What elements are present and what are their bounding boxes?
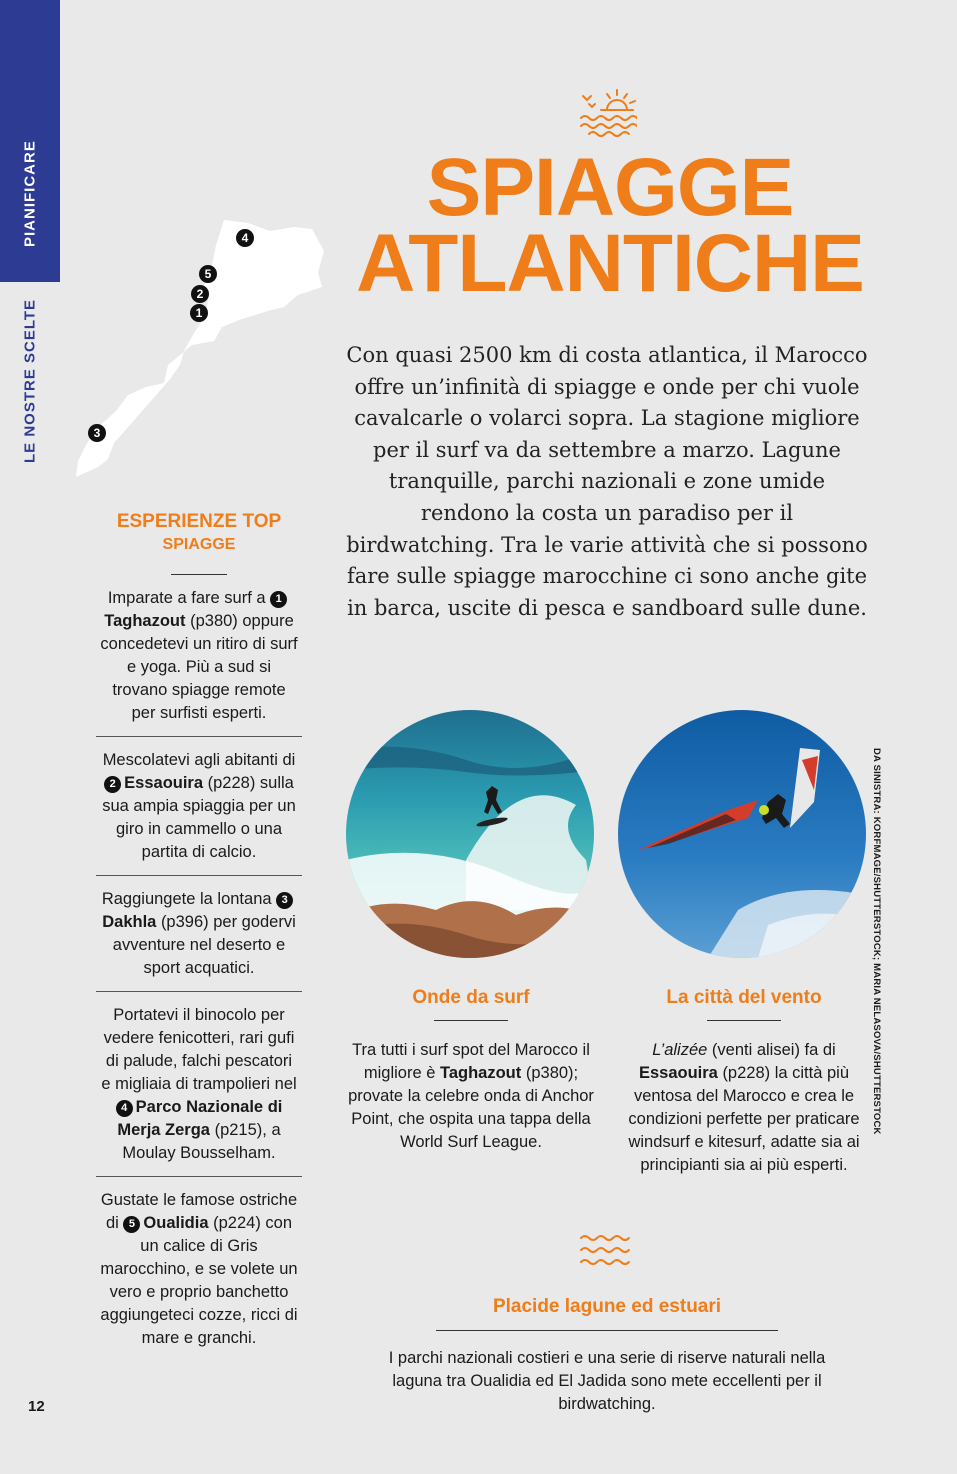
map-marker-3: 3 [88,424,106,442]
number-badge: 1 [270,591,287,608]
lagoon-title: Placide lagune ed estuari [492,1296,722,1317]
sidebar-item-essaouira: Mescolatevi agli abitanti di 2 Essaouira (p228) sulla sua ampia spiaggia per un giro in cammello o una partita di calcio. [96,749,302,876]
place-name: Taghazout [104,612,186,630]
place-name: Essaouira [638,1064,718,1082]
waves-icon [577,1232,639,1274]
map-marker-2: 2 [191,285,209,303]
place-name: Essaouira [124,774,204,792]
sidebar-item-taghazout: Imparate a fare surf a 1Taghazout (p380) oppure concedetevi un ritiro di surf e yoga. Più a sud si trovano spiagge remote per surfisti esperti. [96,587,302,737]
number-badge: 4 [116,1100,133,1117]
subsection-tab [0,282,60,482]
map-marker-5: 5 [199,265,217,283]
number-badge: 2 [104,776,121,793]
surf-divider [434,1020,508,1021]
number-badge: 5 [123,1216,140,1233]
subsection-tab-label: LE NOSTRE SCELTE [21,298,39,463]
place-name: Oualidia [143,1214,209,1232]
windsurf-photo [618,710,866,958]
sun-waves-icon [575,88,637,144]
sidebar-subtitle: SPIAGGE [162,536,236,553]
page-title: SPIAGGE ATLANTICHE [356,142,864,309]
surf-title: Onde da surf [412,987,530,1008]
wind-section [616,986,872,1177]
wind-divider [707,1020,781,1021]
wind-title: La città del vento [666,987,822,1008]
number-badge: 3 [276,892,293,909]
map-marker-4: 4 [236,229,254,247]
top-experiences-sidebar [96,510,302,1373]
place-name: Dakhla [102,913,157,931]
lagoon-section [370,1294,844,1416]
place-name: Taghazout [439,1064,522,1082]
morocco-map [72,215,332,480]
surf-photo [346,710,594,958]
photo-credit: DA SINISTRA: KORFMAGE/SHUTTERSTOCK; MARIA NELASOVA/SHUTTERSTOCK [871,748,882,1135]
sidebar-title: ESPERIENZE TOP [116,511,282,532]
lagoon-text: I parchi nazionali costieri e una serie di riserve naturali nella laguna tra Oualidia ed El Jadida sono mete eccellenti per il birdwatching. [388,1349,826,1413]
section-tab [0,0,60,282]
wind-text: L’alizée (venti alisei) fa di Essaouira (p228) la città più ventosa del Marocco e crea le condizioni perfette per praticare windsurf e kitesurf, adatte sia ai principianti sia ai più esperti. [628,1041,860,1174]
page-number: 12 [28,1398,45,1415]
morocco-map-shape [72,215,332,480]
lagoon-divider [436,1330,778,1331]
sidebar-item-merja-zerga: Portatevi il binocolo per vedere fenicotteri, rari gufi di palude, falchi pescatori e migliaia di trampolieri nel 4 Parco Nazionale di Merja Zerga (p215), a Moulay Bousselham. [96,1004,302,1177]
map-marker-1: 1 [190,304,208,322]
place-name: Parco Nazionale di Merja Zerga [117,1098,283,1139]
intro-paragraph: Con quasi 2500 km di costa atlantica, il Marocco offre un’infinità di spiagge e onde per chi vuole cavalcarle o volarci sopra. La stagione migliore per il surf va da settembre a marzo. Lagune tranquille, parchi nazionali e zone umide rendono la costa un paradiso per il birdwatching. Tra le varie attività che si possono fare sulle spiagge marocchine ci sono anche gite in barca, uscite di pesca e sandboard sulle dune. [346,343,868,620]
sidebar-divider [171,574,227,575]
section-tab-label: PIANIFICARE [21,140,39,247]
sidebar-item-oualidia: Gustate le famose ostriche di 5 Oualidia (p224) con un calice di Gris marocchino, e se volete un vero e proprio banchetto aggiungeteci cozze, ricci di mare e granchi. [100,1191,298,1347]
surf-section [343,986,599,1154]
surf-text: Tra tutti i surf spot del Marocco il migliore è Taghazout (p380); provate la celebre onda di Anchor Point, che ospita una tappa della World Surf League. [348,1041,594,1151]
sidebar-item-dakhla: Raggiungete la lontana 3Dakhla (p396) per godervi avventure nel deserto e sport acquatici. [96,888,302,992]
